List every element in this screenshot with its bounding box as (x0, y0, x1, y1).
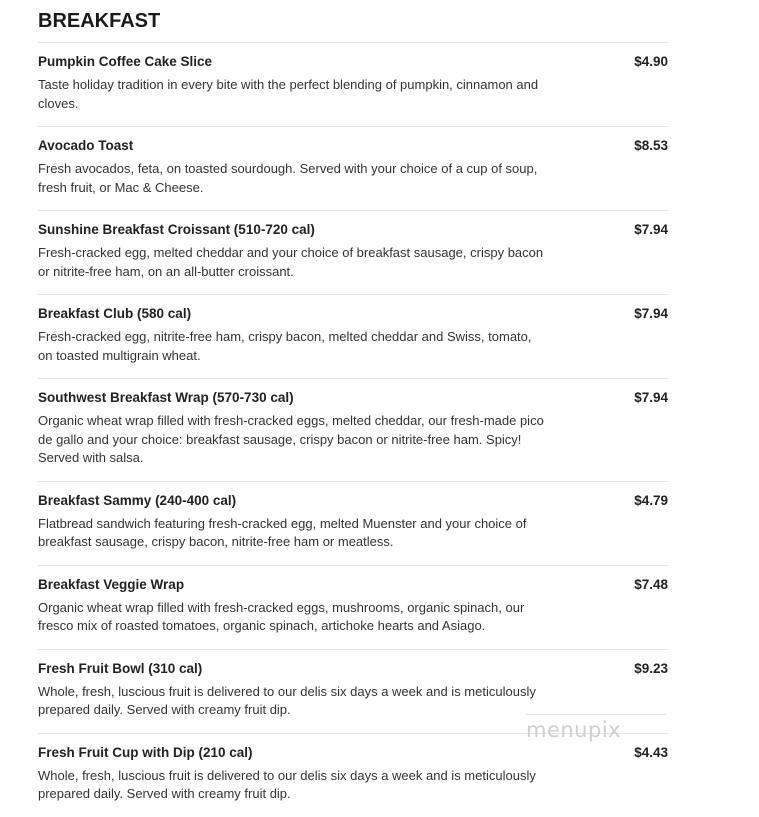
menu-item (38, 210, 668, 294)
item-description: Whole, fresh, luscious fruit is delivered to our delis six days a week and is meticulously prepared daily. Served with creamy fruit dip. (38, 683, 536, 717)
menu-item (38, 294, 668, 378)
item-name: Breakfast Sammy (240-400 cal) (38, 492, 237, 508)
menu-section (38, 0, 668, 817)
item-name: Fresh Fruit Bowl (310 cal) (38, 660, 203, 676)
item-name: Pumpkin Coffee Cake Slice (38, 54, 213, 69)
item-description: Whole, fresh, luscious fruit is delivered to our delis six days a week and is meticulously prepared daily. Served with creamy fruit dip. (38, 767, 536, 801)
menu-item (38, 565, 668, 649)
item-name: Avocado Toast (38, 138, 134, 153)
item-price: $7.94 (634, 390, 668, 405)
item-name: Breakfast Veggie Wrap (38, 576, 185, 592)
watermark-logo (526, 718, 636, 752)
item-description: Organic wheat wrap filled with fresh-cracked eggs, mushrooms, organic spinach, our fresco mix of roasted tomatoes, organic spinach, artichoke hearts and Asiago. (38, 599, 525, 633)
item-price: $7.94 (634, 222, 668, 237)
menu-item (38, 126, 668, 210)
item-name: Fresh Fruit Cup with Dip (210 cal) (38, 744, 253, 760)
item-description: Flatbread sandwich featuring fresh-cracked egg, melted Muenster and your choice of breakfast sausage, crispy bacon, nitrite-free ham or meatless. (38, 515, 527, 549)
item-name: Breakfast Club (580 cal) (38, 306, 192, 321)
item-price: $8.53 (634, 138, 668, 153)
item-price: $7.48 (634, 576, 668, 592)
menu-item (38, 42, 668, 126)
item-description: Fresh-cracked egg, nitrite-free ham, crispy bacon, melted cheddar and Swiss, tomato, on toasted multigrain wheat. (38, 329, 532, 363)
item-name: Sunshine Breakfast Croissant (510-720 cal) (38, 222, 315, 237)
item-description: Taste holiday tradition in every bite with the perfect blending of pumpkin, cinnamon and cloves. (38, 77, 539, 111)
menu-item (38, 481, 668, 565)
watermark-text: menupix (526, 718, 622, 742)
watermark-rule (526, 714, 666, 715)
item-description: Fresh avocados, feta, on toasted sourdough. Served with your choice of a cup of soup, fresh fruit, or Mac & Cheese. (38, 161, 538, 195)
item-description: Fresh-cracked egg, melted cheddar and your choice of breakfast sausage, crispy bacon or nitrite-free ham, on an all-butter croissant. (38, 245, 544, 279)
item-price: $4.79 (634, 492, 668, 508)
item-price: $4.90 (634, 54, 668, 69)
item-price: $7.94 (634, 306, 668, 321)
item-name: Southwest Breakfast Wrap (570-730 cal) (38, 390, 294, 405)
section-title: BREAKFAST (38, 10, 161, 32)
item-price: $4.43 (634, 744, 668, 760)
menu-item (38, 378, 668, 481)
item-price: $9.23 (634, 660, 668, 676)
item-description: Organic wheat wrap filled with fresh-cracked eggs, melted cheddar, our fresh-made pico de gallo and your choice: breakfast sausage, crispy bacon or nitrite-free ham. Spicy! Served with salsa. (38, 413, 544, 465)
